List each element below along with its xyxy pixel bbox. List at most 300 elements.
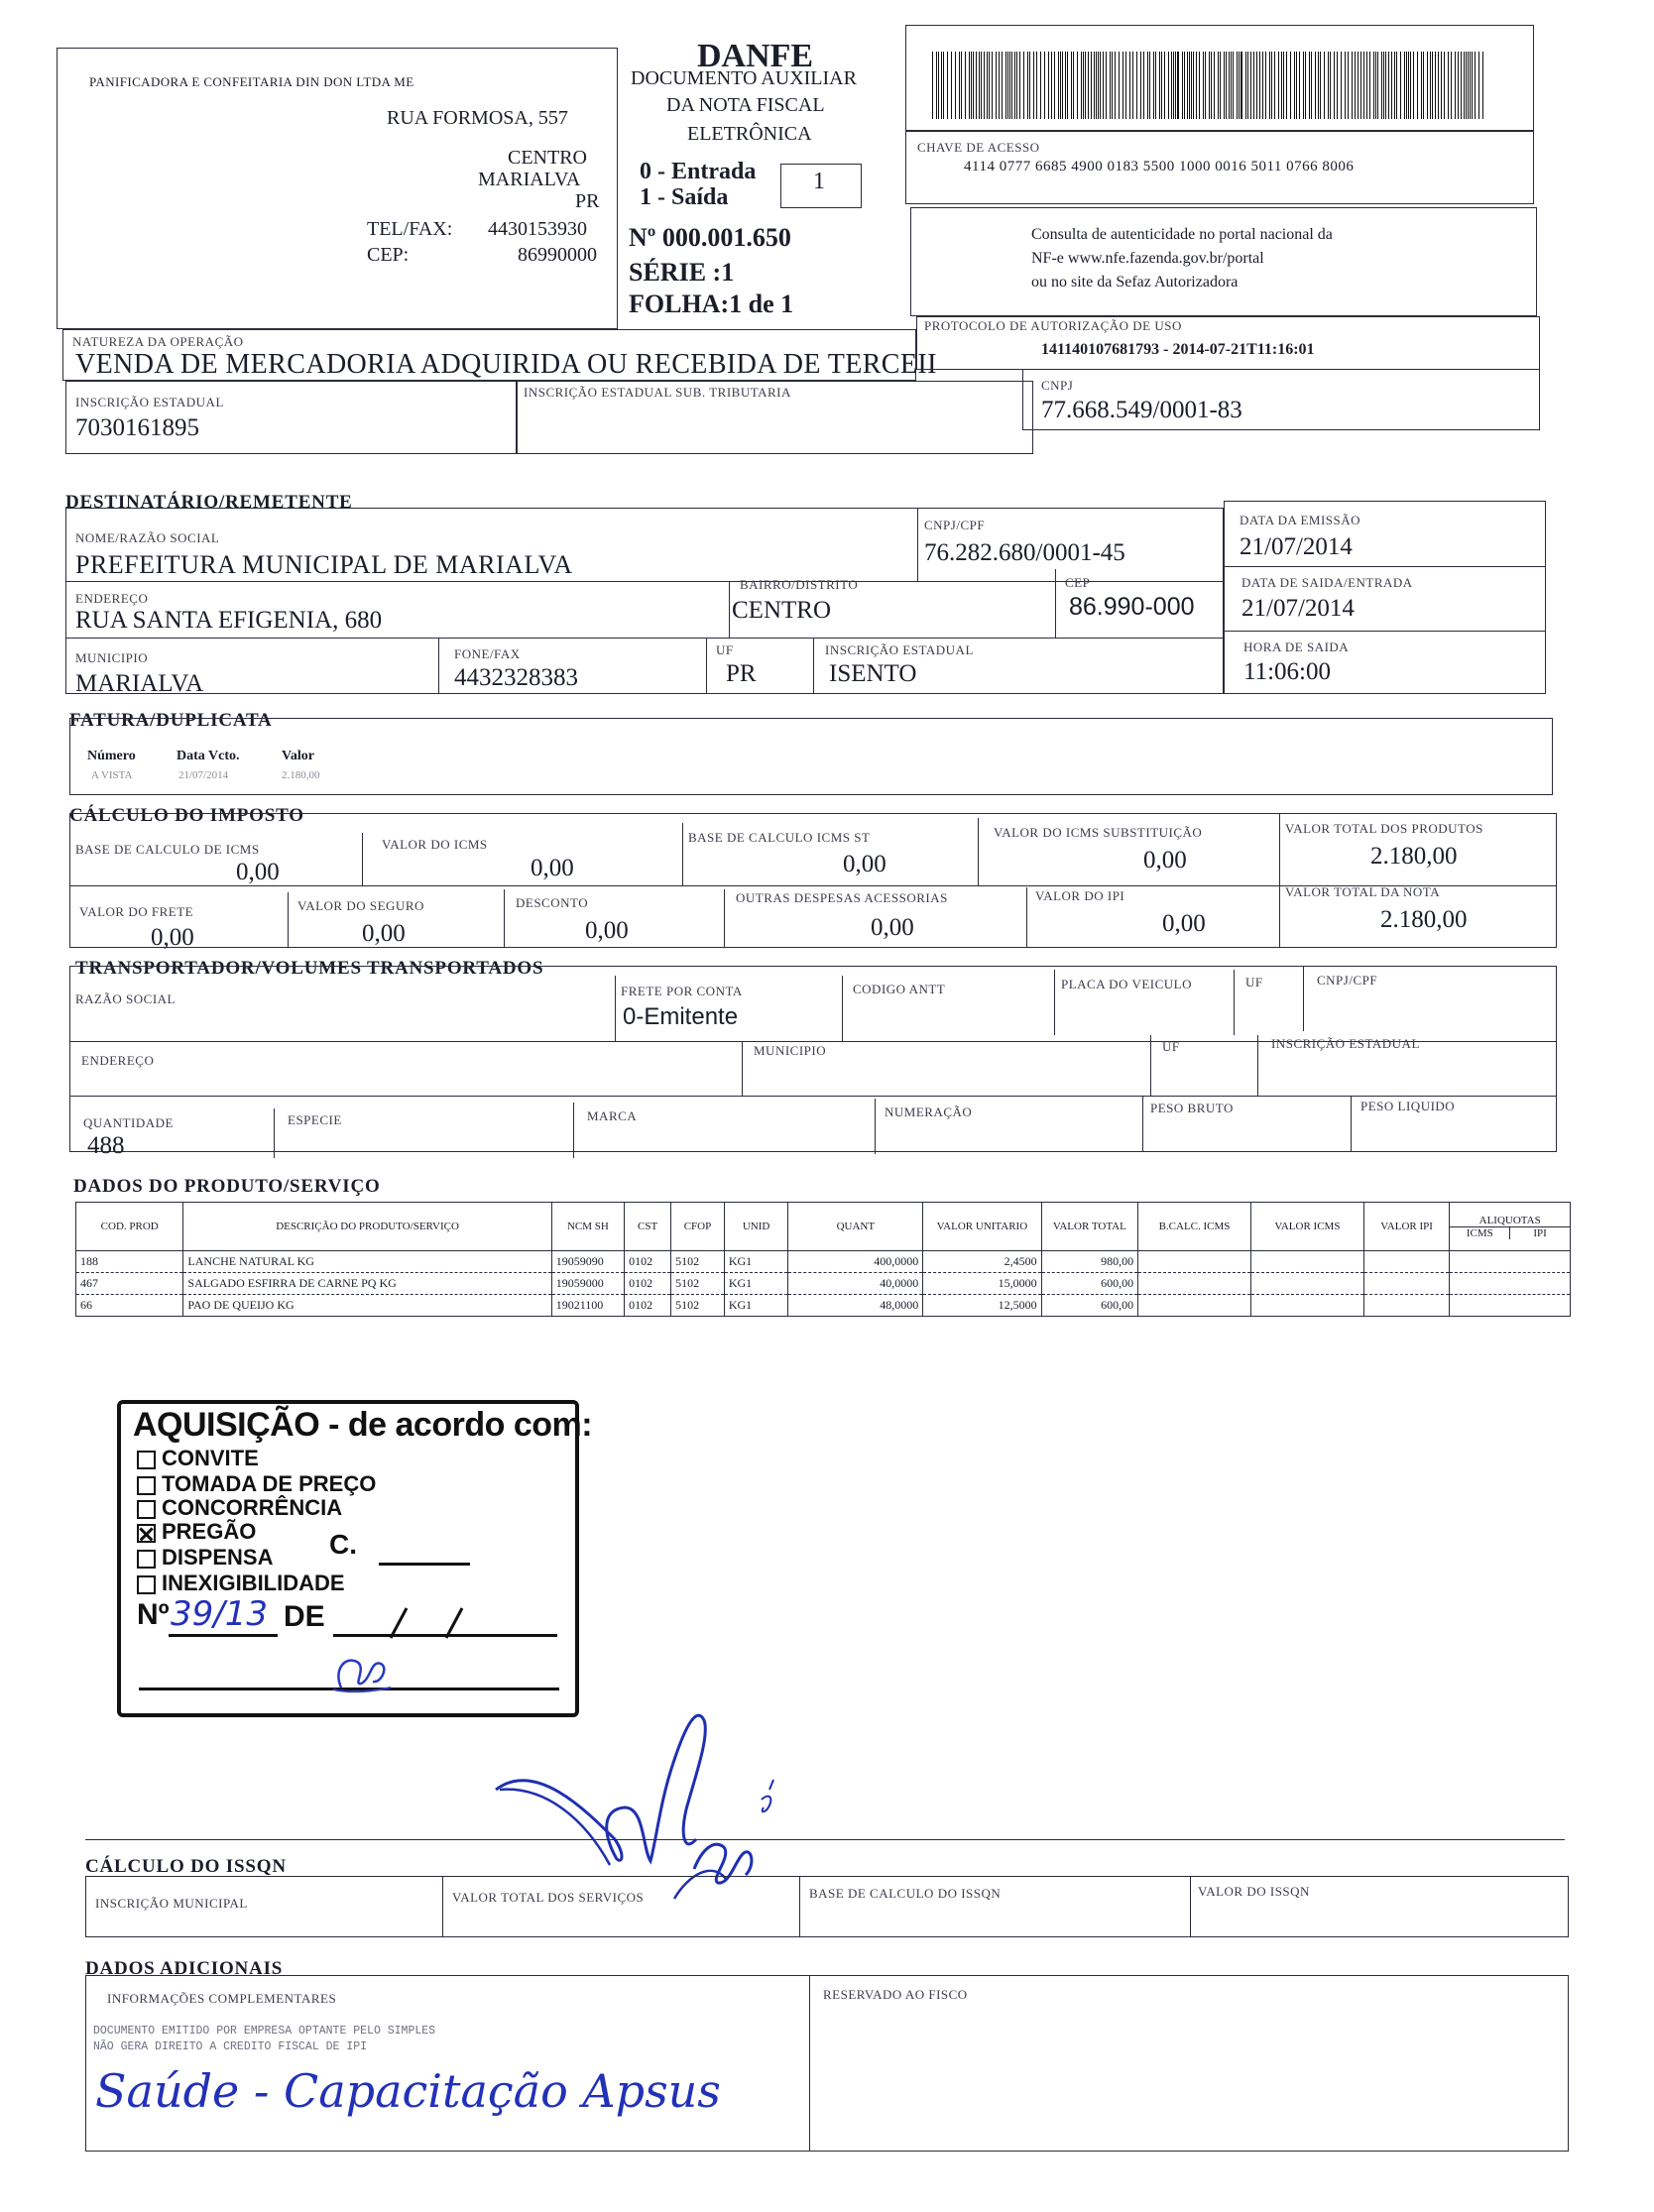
barcode-bar xyxy=(1468,52,1469,119)
barcode-bar xyxy=(1073,52,1074,119)
barcode-bar xyxy=(1009,52,1010,119)
issqn-base-label: BASE DE CALCULO DO ISSQN xyxy=(809,1886,1002,1901)
transp-div-4 xyxy=(1234,970,1235,1035)
desconto-label: DESCONTO xyxy=(516,895,589,910)
barcode-bar xyxy=(1408,52,1409,119)
dest-end: RUA SANTA EFIGENIA, 680 xyxy=(75,607,383,634)
barcode-bar xyxy=(1256,52,1257,119)
barcode-bar xyxy=(1334,52,1335,119)
barcode-bar xyxy=(1226,52,1227,119)
ie-st-label: INSCRIÇÃO ESTADUAL SUB. TRIBUTARIA xyxy=(524,385,791,400)
cell-cfop: 5102 xyxy=(671,1273,725,1295)
barcode-bar xyxy=(1413,52,1414,119)
transp-div-12 xyxy=(1142,1096,1143,1151)
col-desc: DESCRIÇÃO DO PRODUTO/SERVIÇO xyxy=(183,1203,551,1251)
cell-cfop: 5102 xyxy=(671,1295,725,1317)
barcode-bar xyxy=(1283,52,1284,119)
dest-fone: 4432328383 xyxy=(454,664,578,691)
dest-div-6 xyxy=(813,638,814,694)
imposto-div-1 xyxy=(362,833,363,885)
emitter-cep-label: CEP: xyxy=(367,244,410,266)
dest-cep: 86.990-000 xyxy=(1069,593,1195,621)
stamp-no-label: Nº xyxy=(137,1598,170,1631)
barcode-bar xyxy=(1366,52,1367,119)
barcode-bar xyxy=(1119,52,1120,119)
info-line-2: NÃO GERA DIREITO A CREDITO FISCAL DE IPI xyxy=(93,2040,368,2053)
emitter-city: MARIALVA xyxy=(478,169,581,190)
cell-quant: 400,0000 xyxy=(788,1251,923,1273)
barcode-bar xyxy=(1278,52,1279,119)
consulta-line-1: Consulta de autenticidade no portal nacional da xyxy=(1031,226,1333,243)
col-aliq-icms: ICMS xyxy=(1450,1227,1510,1239)
barcode-bar xyxy=(1315,52,1316,119)
base-icms: 0,00 xyxy=(236,859,280,885)
nf-folha: FOLHA:1 de 1 xyxy=(629,290,794,318)
barcode-bar xyxy=(976,52,977,119)
barcode-bar xyxy=(1430,52,1431,119)
barcode-bar xyxy=(1435,52,1436,119)
barcode-bar xyxy=(1410,52,1411,119)
cnpj-value: 77.668.549/0001-83 xyxy=(1041,397,1242,423)
imposto-div-5 xyxy=(288,892,289,948)
barcode-bar xyxy=(1458,52,1459,119)
barcode-bar xyxy=(941,52,942,119)
stamp-c-label: C. xyxy=(329,1529,357,1560)
dest-bairro-label: BAIRRO/DISTRITO xyxy=(740,577,859,592)
fisco-label: RESERVADO AO FISCO xyxy=(823,1987,968,2002)
cell-ncm: 19059090 xyxy=(551,1251,624,1273)
barcode-bar xyxy=(1044,52,1045,119)
stamp-de-label: DE xyxy=(284,1600,325,1633)
barcode-bar xyxy=(1103,52,1104,119)
barcode-bar xyxy=(1250,52,1251,119)
cell-desc: LANCHE NATURAL KG xyxy=(183,1251,551,1273)
col-cod: COD. PROD xyxy=(76,1203,183,1251)
barcode-bar xyxy=(1237,52,1238,119)
chave-label: CHAVE DE ACESSO xyxy=(917,140,1040,155)
barcode-bar xyxy=(1203,52,1204,119)
barcode-bar xyxy=(1388,52,1389,119)
barcode-bar xyxy=(1191,52,1192,119)
stamp-item-tomada xyxy=(137,1471,376,1497)
col-ncm: NCM SH xyxy=(551,1203,624,1251)
transp-qtd-label: QUANTIDADE xyxy=(83,1115,174,1130)
barcode-bar xyxy=(1153,52,1154,119)
barcode-bar xyxy=(1054,52,1055,119)
dest-cep-label: CEP xyxy=(1065,575,1091,590)
imposto-div-3 xyxy=(978,818,979,885)
barcode-bar xyxy=(1444,52,1445,119)
transp-razao-label: RAZÃO SOCIAL xyxy=(75,991,176,1006)
barcode-bar xyxy=(1125,52,1126,119)
dest-div-4 xyxy=(438,638,439,694)
transp-div-1 xyxy=(615,976,616,1041)
barcode-bar xyxy=(1318,52,1319,119)
barcode-bar xyxy=(1067,52,1068,119)
barcode-bar xyxy=(959,52,960,119)
barcode-bar xyxy=(1106,52,1107,119)
transp-rule-2 xyxy=(69,1096,1557,1097)
stamp-item-convite xyxy=(137,1446,259,1471)
barcode-bar xyxy=(1311,52,1312,119)
transp-div-13 xyxy=(1351,1096,1352,1151)
transp-cnpj-label: CNPJ/CPF xyxy=(1317,973,1378,988)
issqn-div-1 xyxy=(442,1876,443,1937)
ipi: 0,00 xyxy=(1162,910,1206,937)
barcode-bar xyxy=(1286,52,1287,119)
stamp-item-label: TOMADA DE PREÇO xyxy=(162,1471,377,1496)
barcode-bar xyxy=(1363,52,1364,119)
barcode-bar xyxy=(971,52,972,119)
transp-frete: 0-Emitente xyxy=(623,1003,739,1030)
transp-placa-label: PLACA DO VEICULO xyxy=(1061,977,1192,991)
dest-uf: PR xyxy=(726,660,757,687)
barcode-bar xyxy=(1475,52,1476,119)
barcode-bar xyxy=(1381,52,1382,119)
col-vtotal: VALOR TOTAL xyxy=(1041,1203,1137,1251)
danfe-subtitle-1: DOCUMENTO AUXILIAR xyxy=(631,67,857,89)
cell-cst: 0102 xyxy=(625,1251,671,1273)
emitter-name: PANIFICADORA E CONFEITARIA DIN DON LTDA ME xyxy=(89,74,414,89)
barcode-bar xyxy=(1271,52,1272,119)
nf-serie: SÉRIE :1 xyxy=(629,258,735,287)
cell-quant: 48,0000 xyxy=(788,1295,923,1317)
dest-box xyxy=(65,508,1224,694)
cell-cfop: 5102 xyxy=(671,1251,725,1273)
dest-uf-label: UF xyxy=(716,642,734,657)
barcode-bar xyxy=(938,52,939,119)
barcode-bar xyxy=(1098,52,1099,119)
barcode-bar xyxy=(1143,52,1144,119)
cell-aliq xyxy=(1450,1273,1571,1295)
barcode-bar xyxy=(1396,52,1397,119)
issqn-div-2 xyxy=(799,1876,800,1937)
barcode-bar xyxy=(1400,52,1401,119)
cell-aliq xyxy=(1450,1251,1571,1273)
cell-aliq xyxy=(1450,1295,1571,1317)
barcode-bar xyxy=(1239,52,1240,119)
valor-icms-label: VALOR DO ICMS xyxy=(382,837,488,852)
barcode-bar xyxy=(1245,52,1246,119)
barcode-bar xyxy=(936,52,937,119)
checkbox-checked-icon xyxy=(137,1524,156,1543)
barcode-bar xyxy=(1432,52,1433,119)
barcode-bar xyxy=(1441,52,1442,119)
cell-vicms xyxy=(1250,1273,1363,1295)
barcode-bar xyxy=(1214,52,1215,119)
table-row xyxy=(76,1251,1571,1273)
transp-mun-label: MUNICIPIO xyxy=(754,1043,827,1058)
natureza-label: NATUREZA DA OPERAÇÃO xyxy=(72,334,244,349)
nf-number: Nº 000.001.650 xyxy=(629,223,791,252)
fatura-h-valor: Valor xyxy=(282,749,314,763)
fatura-h-data: Data Vcto. xyxy=(177,749,240,763)
emitter-tel-label: TEL/FAX: xyxy=(367,218,453,240)
transp-div-5 xyxy=(1303,966,1304,1031)
barcode-bar xyxy=(1369,52,1370,119)
adicionais-section-title: DADOS ADICIONAIS xyxy=(85,1958,284,1979)
barcode-bar xyxy=(1482,52,1483,119)
barcode-bar xyxy=(1187,52,1188,119)
transp-section-title: TRANSPORTADOR/VOLUMES TRANSPORTADOS xyxy=(75,958,544,979)
barcode-bar xyxy=(1218,52,1219,119)
transp-liquido-label: PESO LIQUIDO xyxy=(1360,1099,1456,1113)
barcode-bar xyxy=(1478,52,1479,119)
barcode-bar xyxy=(1385,52,1386,119)
info-line-1: DOCUMENTO EMITIDO POR EMPRESA OPTANTE PELO SIMPLES xyxy=(93,2025,436,2037)
barcode-bar xyxy=(1011,52,1012,119)
col-vipi: VALOR IPI xyxy=(1363,1203,1450,1251)
barcode-bar xyxy=(947,52,948,119)
issqn-total-label: VALOR TOTAL DOS SERVIÇOS xyxy=(452,1890,645,1905)
cell-vtotal: 980,00 xyxy=(1041,1251,1137,1273)
barcode-bar xyxy=(1337,52,1338,119)
outras-label: OUTRAS DESPESAS ACESSORIAS xyxy=(736,890,948,905)
col-quant: QUANT xyxy=(788,1203,923,1251)
dest-cnpj-label: CNPJ/CPF xyxy=(924,518,986,532)
barcode-bar xyxy=(1182,52,1183,119)
barcode-bar xyxy=(1149,52,1150,119)
barcode-bar xyxy=(969,52,970,119)
danfe-saida: 1 - Saída xyxy=(640,184,729,210)
cell-quant: 40,0000 xyxy=(788,1273,923,1295)
barcode-bar xyxy=(1391,52,1392,119)
stamp-item-label: DISPENSA xyxy=(162,1545,274,1570)
barcode-bar xyxy=(1140,52,1141,119)
issqn-div-3 xyxy=(1190,1876,1191,1937)
outras: 0,00 xyxy=(871,914,914,941)
barcode-bar xyxy=(1209,52,1210,119)
emitter-district: CENTRO xyxy=(508,147,587,169)
dest-rule-4 xyxy=(1224,631,1546,632)
dest-saida-label: DATA DE SAIDA/ENTRADA xyxy=(1241,575,1413,590)
icms-sub-label: VALOR DO ICMS SUBSTITUIÇÃO xyxy=(994,825,1203,840)
barcode-bar xyxy=(943,52,944,119)
dest-fone-label: FONE/FAX xyxy=(454,646,521,661)
barcode-bar xyxy=(1224,52,1225,119)
danfe-entrada: 0 - Entrada xyxy=(640,159,757,184)
barcode-bar xyxy=(1233,52,1234,119)
barcode-bar xyxy=(965,52,966,119)
seguro: 0,00 xyxy=(362,920,406,947)
barcode-bar xyxy=(996,52,997,119)
stamp-item-dispensa xyxy=(137,1545,273,1571)
barcode-bar xyxy=(1029,52,1030,119)
cell-bcalc xyxy=(1138,1273,1251,1295)
barcode-bar xyxy=(1083,52,1084,119)
barcode-bar xyxy=(1136,52,1137,119)
barcode-bar xyxy=(1177,52,1179,119)
barcode-bar xyxy=(1303,52,1304,119)
total-prod: 2.180,00 xyxy=(1370,843,1458,870)
barcode-bar xyxy=(1199,52,1200,119)
base-st-label: BASE DE CALCULO ICMS ST xyxy=(688,830,871,845)
barcode-bar xyxy=(1274,52,1275,119)
emitter-cep: 86990000 xyxy=(518,244,597,266)
barcode-bar xyxy=(1375,52,1376,119)
transp-div-3 xyxy=(1054,970,1055,1035)
protocolo-label: PROTOCOLO DE AUTORIZAÇÃO DE USO xyxy=(924,318,1182,333)
barcode-bar xyxy=(1129,52,1130,119)
barcode-bar xyxy=(1470,52,1471,119)
transp-div-2 xyxy=(842,976,843,1041)
products-table xyxy=(75,1202,1571,1317)
fatura-data: 21/07/2014 xyxy=(178,769,229,781)
barcode-bar xyxy=(1007,52,1008,119)
transp-uf2-label: UF xyxy=(1162,1039,1180,1054)
imposto-div-6 xyxy=(504,889,505,948)
barcode-bar xyxy=(961,52,962,119)
dest-rule-3 xyxy=(1224,566,1546,567)
products-body xyxy=(76,1251,1571,1317)
barcode-bar xyxy=(1058,52,1059,119)
valor-icms: 0,00 xyxy=(531,855,574,881)
ie-label: INSCRIÇÃO ESTADUAL xyxy=(75,395,224,409)
cell-cod: 66 xyxy=(76,1295,183,1317)
barcode-bar xyxy=(1014,52,1015,119)
barcode-bar xyxy=(1328,52,1329,119)
barcode-bar xyxy=(1023,52,1024,119)
stamp-item-label: CONVITE xyxy=(162,1446,259,1470)
dest-rule-1 xyxy=(65,581,1224,582)
cell-vtotal: 600,00 xyxy=(1041,1295,1137,1317)
stamp-item-label: CONCORRÊNCIA xyxy=(162,1495,343,1520)
barcode-bar xyxy=(1299,52,1300,119)
barcode-bar xyxy=(1091,52,1092,119)
stamp-item-label: PREGÃO xyxy=(162,1519,257,1544)
dest-nome-label: NOME/RAZÃO SOCIAL xyxy=(75,530,220,545)
barcode-bar xyxy=(1438,52,1439,119)
desconto: 0,00 xyxy=(585,917,629,944)
barcode-bar xyxy=(1229,52,1230,119)
barcode-bar xyxy=(1027,52,1028,119)
barcode-bar xyxy=(1448,52,1449,119)
barcode-bar xyxy=(1173,52,1174,119)
table-row xyxy=(76,1295,1571,1317)
barcode-bar xyxy=(1373,52,1374,119)
barcode-bar xyxy=(1161,52,1162,119)
dest-end-label: ENDEREÇO xyxy=(75,591,149,606)
cell-vunit: 12,5000 xyxy=(923,1295,1041,1317)
barcode-bar xyxy=(1168,52,1169,119)
dest-cnpj: 76.282.680/0001-45 xyxy=(924,539,1125,566)
barcode-bar xyxy=(1253,52,1254,119)
stamp-c-line xyxy=(379,1563,470,1566)
barcode-bar xyxy=(1077,52,1078,119)
barcode-bar xyxy=(1455,52,1456,119)
barcode-bar xyxy=(1115,52,1116,119)
cell-unid: KG1 xyxy=(724,1273,788,1295)
barcode-bar xyxy=(1016,52,1017,119)
barcode-bar xyxy=(1451,52,1452,119)
barcode-bar xyxy=(1404,52,1405,119)
cell-cst: 0102 xyxy=(625,1295,671,1317)
barcode-bar xyxy=(1040,52,1041,119)
checkbox-icon xyxy=(137,1550,156,1569)
cell-ncm: 19021100 xyxy=(551,1295,624,1317)
issqn-im-label: INSCRIÇÃO MUNICIPAL xyxy=(95,1896,248,1911)
barcode-bar xyxy=(1265,52,1266,119)
checkbox-icon xyxy=(137,1575,156,1594)
barcode-bar xyxy=(951,52,952,119)
barcode-bar xyxy=(1355,52,1356,119)
dest-ie-label: INSCRIÇÃO ESTADUAL xyxy=(825,642,974,657)
barcode-bar xyxy=(981,52,982,119)
barcode-bar xyxy=(1085,52,1086,119)
barcode-bar xyxy=(1175,52,1176,119)
cell-vunit: 2,4500 xyxy=(923,1251,1041,1273)
transp-marca-label: MARCA xyxy=(587,1108,638,1123)
barcode-bar xyxy=(1112,52,1113,119)
transp-div-9 xyxy=(274,1108,275,1158)
dest-bairro: CENTRO xyxy=(732,597,831,624)
protocolo-value: 141140107681793 - 2014-07-21T11:16:01 xyxy=(1041,341,1315,358)
col-bcalc: B.CALC. ICMS xyxy=(1138,1203,1251,1251)
transp-especie-label: ESPECIE xyxy=(288,1112,342,1127)
barcode-bar xyxy=(1296,52,1297,119)
transp-uf-label: UF xyxy=(1245,975,1263,990)
col-vunit: VALOR UNITARIO xyxy=(923,1203,1041,1251)
barcode-bar xyxy=(1171,52,1172,119)
barcode-bar xyxy=(1147,52,1148,119)
barcode-bar xyxy=(1159,52,1160,119)
issqn-section-title: CÁLCULO DO ISSQN xyxy=(85,1856,287,1877)
barcode-bar xyxy=(1466,52,1467,119)
dest-emissao: 21/07/2014 xyxy=(1240,533,1353,560)
barcode-bar xyxy=(1472,52,1473,119)
stamp-date-slashes xyxy=(377,1604,486,1640)
transp-antt-label: CODIGO ANTT xyxy=(853,982,946,996)
danfe-subtitle-2: DA NOTA FISCAL xyxy=(666,94,825,116)
barcode-bar xyxy=(1341,52,1342,119)
barcode-bar xyxy=(1193,52,1194,119)
consulta-line-2: NF-e www.nfe.fazenda.gov.br/portal xyxy=(1031,250,1264,267)
cell-vipi xyxy=(1363,1295,1450,1317)
fatura-numero: A VISTA xyxy=(91,769,133,781)
col-cfop: CFOP xyxy=(671,1203,725,1251)
barcode-bar xyxy=(1205,52,1206,119)
cell-vunit: 15,0000 xyxy=(923,1273,1041,1295)
fatura-h-numero: Número xyxy=(87,749,136,763)
barcode-bar xyxy=(1360,52,1361,119)
barcode-bar xyxy=(1247,52,1248,119)
barcode-bar xyxy=(932,52,933,119)
transp-end-label: ENDEREÇO xyxy=(81,1053,155,1068)
dest-mun-label: MUNICIPIO xyxy=(75,650,149,665)
barcode-bar xyxy=(1290,52,1291,119)
barcode-bar xyxy=(1352,52,1353,119)
cell-unid: KG1 xyxy=(724,1295,788,1317)
emitter-street: RUA FORMOSA, 557 xyxy=(387,107,568,129)
total-nota-label: VALOR TOTAL DA NOTA xyxy=(1285,884,1441,899)
barcode-bar xyxy=(1259,52,1260,119)
barcode-bar xyxy=(1002,52,1003,119)
imposto-div-7 xyxy=(724,889,725,948)
barcode-bar xyxy=(1320,52,1321,119)
cell-desc: PAO DE QUEIJO KG xyxy=(183,1295,551,1317)
checkbox-icon xyxy=(137,1476,156,1495)
natureza-value: VENDA DE MERCADORIA ADQUIRIDA OU RECEBIDA DE TERCEII xyxy=(75,349,937,380)
barcode-bar xyxy=(1294,52,1295,119)
base-icms-label: BASE DE CALCULO DE ICMS xyxy=(75,842,260,857)
barcode-bar xyxy=(1421,52,1422,119)
cnpj-label: CNPJ xyxy=(1041,378,1074,393)
transp-div-7 xyxy=(1150,1035,1151,1096)
transp-qtd: 488 xyxy=(87,1132,125,1159)
barcode-bar xyxy=(1189,52,1190,119)
icms-sub: 0,00 xyxy=(1143,847,1187,873)
consulta-line-3: ou no site da Sefaz Autorizadora xyxy=(1031,274,1239,291)
